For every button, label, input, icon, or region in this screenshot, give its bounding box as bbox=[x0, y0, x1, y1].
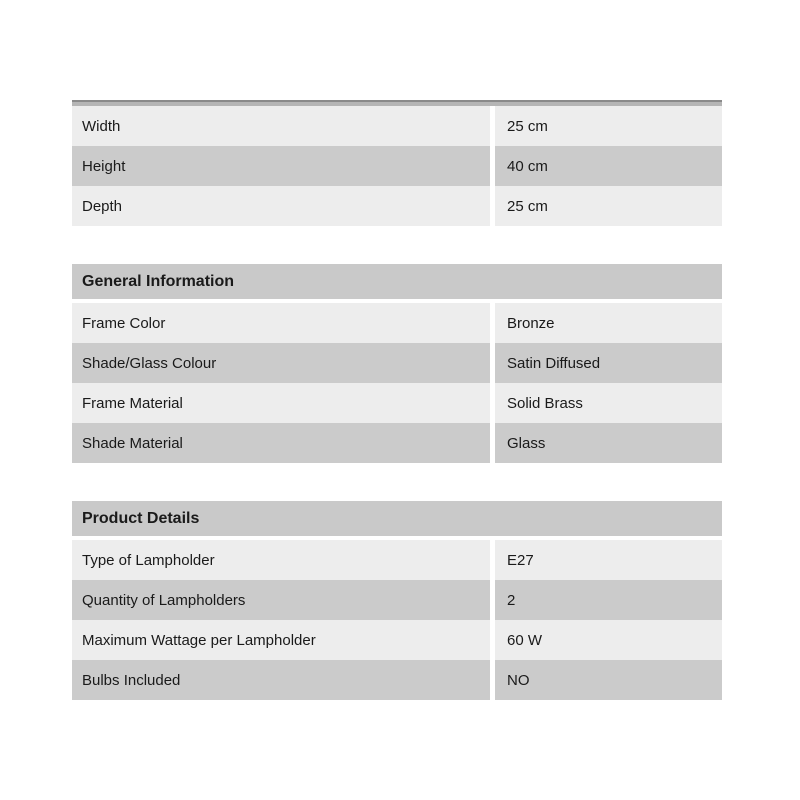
spec-label: Frame Color bbox=[72, 303, 490, 343]
spec-row bbox=[72, 423, 722, 463]
section-product-details bbox=[72, 501, 722, 700]
spec-label: Shade Material bbox=[72, 423, 490, 463]
spec-row bbox=[72, 186, 722, 226]
spec-label: Bulbs Included bbox=[72, 660, 490, 700]
spec-value: NO bbox=[495, 660, 722, 700]
spec-row bbox=[72, 303, 722, 343]
spec-row bbox=[72, 106, 722, 146]
spec-value: Solid Brass bbox=[495, 383, 722, 423]
spec-value: Glass bbox=[495, 423, 722, 463]
product-spec-table bbox=[72, 100, 722, 700]
spec-value: 60 W bbox=[495, 620, 722, 660]
spec-row bbox=[72, 620, 722, 660]
section-header: General Information bbox=[72, 264, 722, 299]
spec-value: 2 bbox=[495, 580, 722, 620]
spec-value: 40 cm bbox=[495, 146, 722, 186]
spec-value: E27 bbox=[495, 540, 722, 580]
spec-label: Type of Lampholder bbox=[72, 540, 490, 580]
spec-row bbox=[72, 540, 722, 580]
spec-row bbox=[72, 580, 722, 620]
spec-row bbox=[72, 146, 722, 186]
spec-value: Satin Diffused bbox=[495, 343, 722, 383]
section-general-information bbox=[72, 264, 722, 463]
spec-value: 25 cm bbox=[495, 106, 722, 146]
spec-label: Depth bbox=[72, 186, 490, 226]
spec-label: Maximum Wattage per Lampholder bbox=[72, 620, 490, 660]
spec-row bbox=[72, 343, 722, 383]
spec-row bbox=[72, 660, 722, 700]
spec-row bbox=[72, 383, 722, 423]
spec-label: Quantity of Lampholders bbox=[72, 580, 490, 620]
section-header: Product Details bbox=[72, 501, 722, 536]
spec-label: Height bbox=[72, 146, 490, 186]
spec-label: Frame Material bbox=[72, 383, 490, 423]
section-dimensions bbox=[72, 100, 722, 226]
spec-value: 25 cm bbox=[495, 186, 722, 226]
spec-value: Bronze bbox=[495, 303, 722, 343]
spec-label: Width bbox=[72, 106, 490, 146]
spec-label: Shade/Glass Colour bbox=[72, 343, 490, 383]
